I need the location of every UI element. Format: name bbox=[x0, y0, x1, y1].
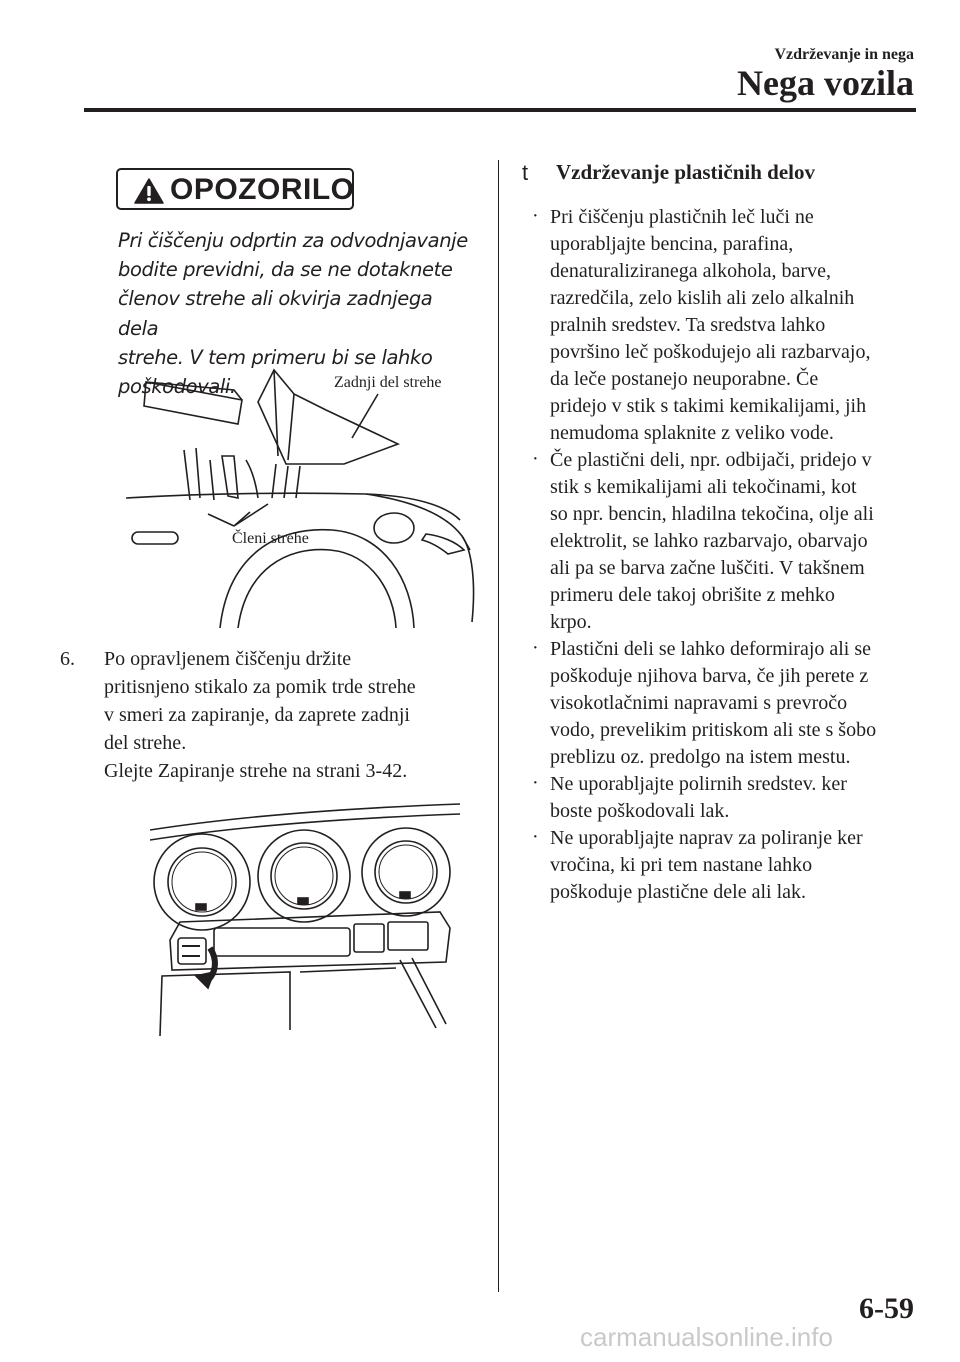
bullet-line: so npr. bencin, hladilna tekočina, olje ali bbox=[550, 503, 874, 525]
bullet-dot-icon: · bbox=[532, 448, 539, 470]
bullet-line: Ne uporabljajte naprav za poliranje ker bbox=[550, 827, 863, 849]
warning-line: Pri čiščenju odprtin za odvodnjavanje bbox=[118, 229, 468, 252]
bullet-line: stik s kemikalijami ali tekočinami, kot bbox=[550, 476, 857, 498]
bullet-line: Če plastični deli, npr. odbijači, pridejo v bbox=[550, 449, 872, 471]
warning-box bbox=[116, 168, 354, 210]
bullet-line: krpo. bbox=[550, 611, 592, 633]
bullet-line: Plastični deli se lahko deformirajo ali se bbox=[550, 638, 872, 660]
header-section-title: Vzdrževanje in nega bbox=[774, 46, 914, 63]
label-rear-roof: Zadnji del strehe bbox=[334, 374, 442, 391]
bullet-dot-icon: · bbox=[532, 637, 539, 659]
bullet-list bbox=[532, 204, 922, 906]
warning-line: bodite previdni, da se ne dotaknete bbox=[118, 258, 453, 282]
header-chapter-title: Nega vozila bbox=[737, 63, 914, 103]
bullet-line: ali pa se barva začne luščiti. V takšnem bbox=[550, 557, 865, 579]
bullet-line: pralnih sredstev. Ta sredstva lahko bbox=[550, 314, 826, 336]
bullet-line: površino leč poškodujejo ali razbarvajo, bbox=[550, 341, 871, 363]
bullet-item bbox=[532, 447, 922, 636]
watermark: carmanualsonline.info bbox=[580, 1322, 833, 1352]
bullet-line: razredčila, zelo kislih ali zelo alkalnih bbox=[550, 287, 855, 309]
rear-roof-illustration bbox=[126, 360, 482, 628]
bullet-line: boste poškodovali lak. bbox=[550, 800, 730, 822]
step-number: 6. bbox=[60, 648, 75, 670]
warning-title: OPOZORILO bbox=[170, 173, 355, 206]
label-roof-links: Členi strehe bbox=[232, 530, 309, 547]
bullet-line: poškoduje plastične dele ali lak. bbox=[550, 881, 807, 903]
bullet-line: Pri čiščenju plastičnih leč luči ne bbox=[550, 206, 814, 228]
page-number: 6-59 bbox=[859, 1292, 914, 1325]
bullet-line: elektrolit, se lahko razbarvajo, obarvajo bbox=[550, 530, 868, 552]
bullet-line: uporabljajte bencina, parafina, bbox=[550, 233, 794, 255]
warning-line: poškodovali. bbox=[118, 375, 236, 399]
bullet-line: Ne uporabljajte polirnih sredstev. ker bbox=[550, 773, 847, 795]
section-marker: t bbox=[522, 160, 529, 185]
step-line: del strehe. bbox=[104, 732, 187, 754]
warning-line: strehe. V tem primeru bi se lahko bbox=[118, 345, 433, 369]
bullet-item bbox=[532, 636, 922, 771]
roof-switch-illustration bbox=[150, 800, 460, 1036]
bullet-dot-icon: · bbox=[532, 205, 539, 227]
bullet-line: visokotlačnimi napravami s prevročo bbox=[550, 692, 848, 714]
bullet-line: nemudoma splaknite z veliko vode. bbox=[550, 422, 834, 444]
bullet-line: da leče postanejo neuporabne. Če bbox=[550, 368, 819, 390]
header-rule bbox=[84, 108, 916, 112]
step-line: pritisnjeno stikalo za pomik trde strehe bbox=[104, 676, 416, 698]
bullet-item bbox=[532, 204, 922, 447]
bullet-item bbox=[532, 825, 922, 906]
bullet-line: vodo, prevelikim pritiskom ali ste s šobo bbox=[550, 719, 877, 741]
section-title: Vzdrževanje plastičnih delov bbox=[556, 160, 815, 184]
bullet-line: poškoduje njihova barva, če jih perete z bbox=[550, 665, 869, 687]
bullet-item bbox=[532, 771, 922, 825]
bullet-line: primeru dele takoj obrišite z mehko bbox=[550, 584, 835, 606]
bullet-dot-icon: · bbox=[532, 772, 539, 794]
bullet-dot-icon: · bbox=[532, 826, 539, 848]
bullet-line: denaturaliziranega alkohola, barve, bbox=[550, 260, 831, 282]
bullet-line: vročina, ki pri tem nastane lahko bbox=[550, 854, 813, 876]
step-line: Po opravljenem čiščenju držite bbox=[104, 648, 352, 670]
column-divider bbox=[498, 160, 499, 1292]
step-line: v smeri za zapiranje, da zaprete zadnji bbox=[104, 704, 410, 726]
warning-line: členov strehe ali okvirja zadnjega dela bbox=[118, 287, 433, 340]
bullet-line: preblizu oz. predolgo na istem mestu. bbox=[550, 746, 851, 768]
bullet-line: pridejo v stik s takimi kemikalijami, jih bbox=[550, 395, 867, 417]
warning-triangle-icon bbox=[134, 178, 164, 204]
step-line: Glejte Zapiranje strehe na strani 3-42. bbox=[104, 760, 408, 782]
